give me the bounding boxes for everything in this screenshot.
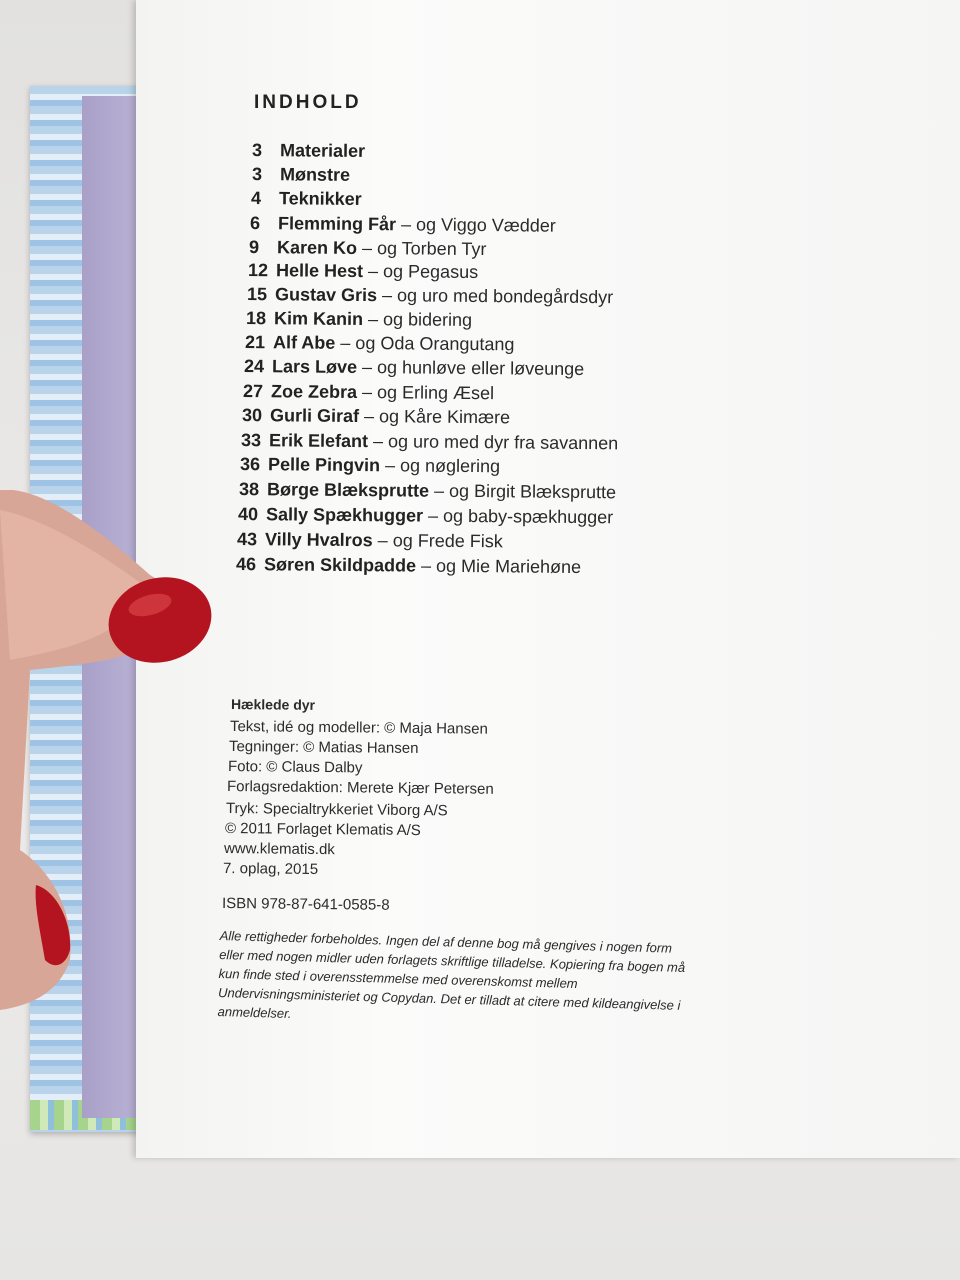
toc-title: Villy Hvalros xyxy=(264,529,373,551)
colophon-line: Tegninger: © Matias Hansen xyxy=(228,738,419,757)
colophon-line: www.klematis.dk xyxy=(223,840,335,859)
toc-page-number: 36 xyxy=(239,454,261,475)
toc-entry xyxy=(248,260,478,283)
toc-page-number: 24 xyxy=(243,356,265,377)
toc-subtitle: – og Torben Tyr xyxy=(356,237,487,260)
toc-subtitle: – og Frede Fisk xyxy=(372,530,503,552)
toc-entry xyxy=(246,308,472,331)
toc-entry xyxy=(244,356,584,380)
toc-subtitle: – og Kåre Kimære xyxy=(358,406,511,428)
toc-title: Zoe Zebra xyxy=(270,381,358,402)
toc-entry xyxy=(237,529,503,552)
toc-title: Mønstre xyxy=(279,164,351,185)
toc-entry xyxy=(252,140,365,162)
toc-subtitle: – og nøglering xyxy=(379,455,501,477)
book-title: Hæklede dyr xyxy=(230,696,316,713)
toc-title: Helle Hest xyxy=(275,260,364,282)
toc-entry xyxy=(239,479,616,503)
toc-entry xyxy=(245,332,515,355)
toc-entry xyxy=(238,504,613,528)
toc-entry xyxy=(236,554,581,578)
toc-title: Pelle Pingvin xyxy=(267,454,381,476)
toc-title: Søren Skildpadde xyxy=(263,554,417,576)
toc-title: Gustav Gris xyxy=(274,284,378,306)
hand xyxy=(0,490,220,1010)
toc-entry xyxy=(251,188,362,210)
toc-entry xyxy=(249,237,487,260)
toc-subtitle: – og Birgit Blæksprutte xyxy=(428,480,617,503)
isbn: ISBN 978-87-641-0585-8 xyxy=(221,895,390,914)
toc-entry xyxy=(252,164,350,186)
toc-page-number: 18 xyxy=(245,308,267,329)
toc-entry xyxy=(242,405,510,428)
toc-subtitle: – og Pegasus xyxy=(362,261,479,283)
colophon-line: 7. oplag, 2015 xyxy=(222,860,319,878)
toc-page-number: 46 xyxy=(235,554,257,575)
toc-subtitle: – og baby-spækhugger xyxy=(422,505,614,528)
toc-page-number: 15 xyxy=(246,284,268,305)
toc-page-number: 9 xyxy=(248,237,260,258)
toc-page-number: 27 xyxy=(242,381,264,402)
colophon-line: © 2011 Forlaget Klematis A/S xyxy=(224,820,421,840)
toc-page-number: 4 xyxy=(250,188,262,209)
toc-title: Kim Kanin xyxy=(273,308,364,330)
toc-title: Sally Spækhugger xyxy=(265,504,424,526)
toc-title: Karen Ko xyxy=(276,237,358,258)
toc-title: Erik Elefant xyxy=(268,430,369,452)
colophon-line: Tekst, idé og modeller: © Maja Hansen xyxy=(229,718,488,738)
toc-title: Teknikker xyxy=(278,188,362,209)
colophon-line: Forlagsredaktion: Merete Kjær Petersen xyxy=(226,778,494,798)
toc-entry xyxy=(243,381,494,404)
toc-subtitle: – og bidering xyxy=(362,309,473,330)
toc-entry xyxy=(241,430,618,454)
toc-subtitle: – og Erling Æsel xyxy=(356,381,495,404)
toc-title: Alf Abe xyxy=(272,332,336,353)
toc-page-number: 12 xyxy=(247,260,269,281)
toc-page-number: 40 xyxy=(237,504,259,525)
toc-subtitle: – og uro med bondegårdsdyr xyxy=(376,285,614,308)
toc-subtitle: – og hunløve eller løveunge xyxy=(356,356,585,379)
toc-subtitle: – og Mie Mariehøne xyxy=(415,555,582,578)
toc-page-number: 3 xyxy=(251,140,263,161)
colophon-line: Foto: © Claus Dalby xyxy=(227,758,363,777)
toc-subtitle: – og Oda Orangutang xyxy=(335,332,515,355)
toc-page-number: 38 xyxy=(238,479,260,500)
toc-subtitle: – og uro med dyr fra savannen xyxy=(367,431,619,454)
toc-entry xyxy=(247,284,613,308)
toc-title: Lars Løve xyxy=(271,356,358,377)
toc-title: Børge Blæksprutte xyxy=(266,479,430,501)
toc-page-number: 33 xyxy=(240,430,262,451)
toc-page-number: 6 xyxy=(249,213,261,234)
toc-page-number: 30 xyxy=(241,405,263,426)
colophon-line: Tryk: Specialtrykkeriet Viborg A/S xyxy=(225,800,448,820)
toc-entry xyxy=(240,454,500,477)
toc-title: Gurli Giraf xyxy=(269,405,360,427)
toc-subtitle: – og Viggo Vædder xyxy=(395,214,556,236)
toc-heading: INDHOLD xyxy=(254,92,362,113)
toc-page-number: 43 xyxy=(236,529,258,550)
rights-notice: Alle rettigheder forbeholdes. Ingen del af denne bog må gengives i nogen form eller med nogen midler uden forlagets skriftlige tilladelse. Kopiering fra bogen må kun finde sted i overensstemmelse med overenskomst mellem Undervisningsministeriet og Copydan. Det er tilladt at citere med kildeangivelse i anmeldelser. xyxy=(217,927,686,1022)
toc-title: Materialer xyxy=(279,140,366,161)
toc-title: Flemming Får xyxy=(277,213,397,235)
toc-page-number: 21 xyxy=(244,332,266,353)
toc-entry xyxy=(250,213,556,237)
toc-page-number: 3 xyxy=(251,164,263,185)
